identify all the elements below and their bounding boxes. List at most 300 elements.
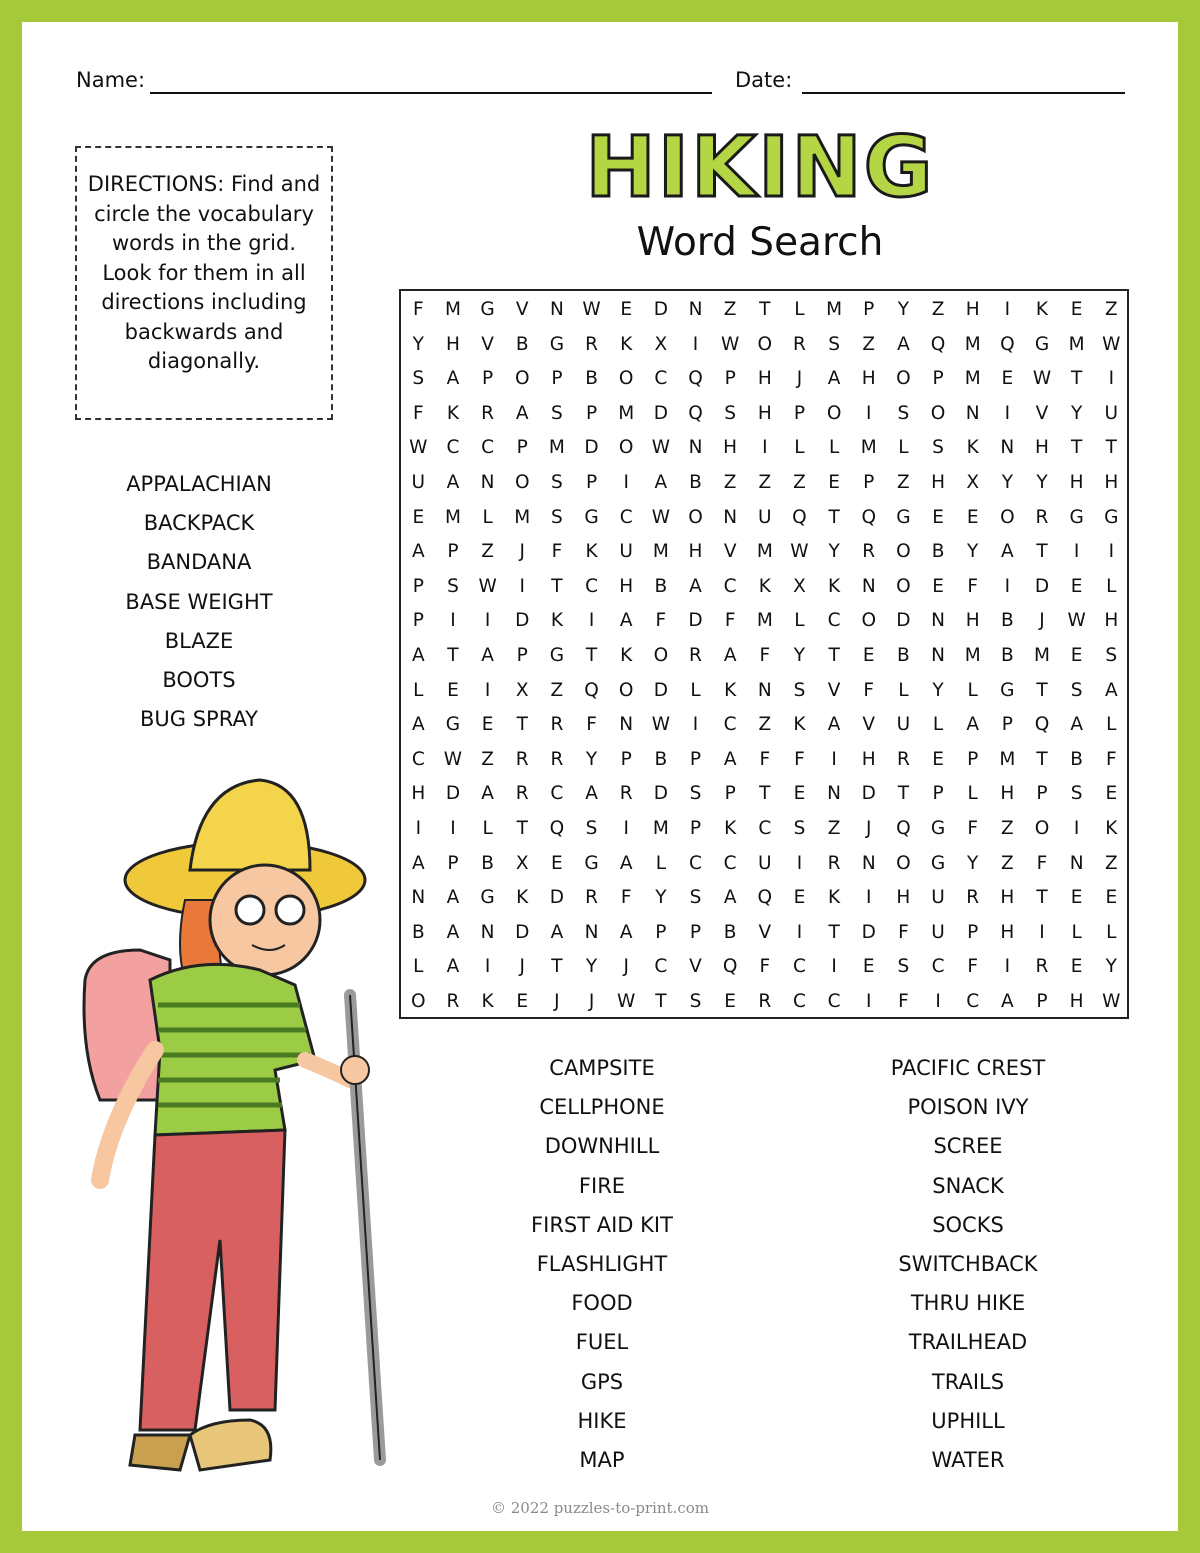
grid-letter[interactable]: F (1036, 852, 1048, 874)
grid-letter[interactable]: T (585, 645, 598, 666)
grid-letter[interactable]: L (794, 299, 805, 320)
grid-letter[interactable]: W (1102, 991, 1121, 1012)
grid-letter[interactable]: A (1104, 679, 1118, 701)
grid-letter[interactable]: R (793, 333, 806, 355)
grid-letter[interactable]: Q (792, 506, 807, 528)
grid-letter[interactable]: O (826, 402, 842, 424)
grid-letter[interactable]: D (861, 921, 876, 943)
grid-letter[interactable]: L (828, 437, 840, 459)
grid-letter[interactable]: I (519, 575, 525, 597)
grid-letter[interactable]: Z (897, 472, 910, 493)
grid-letter[interactable]: I (415, 818, 422, 839)
grid-letter[interactable]: K (620, 333, 633, 355)
grid-letter[interactable]: E (932, 506, 944, 528)
grid-letter[interactable]: E (932, 748, 944, 770)
grid-letter[interactable]: R (758, 991, 772, 1012)
grid-letter[interactable]: V (689, 956, 702, 978)
grid-letter[interactable]: R (585, 887, 598, 909)
grid-letter[interactable]: C (758, 818, 772, 839)
grid-letter[interactable]: K (724, 818, 737, 839)
grid-letter[interactable]: I (796, 921, 803, 943)
grid-letter[interactable]: M (618, 402, 635, 424)
grid-letter[interactable]: B (654, 748, 668, 770)
grid-letter[interactable]: K (516, 887, 529, 909)
grid-letter[interactable]: N (931, 610, 945, 632)
grid-letter[interactable]: G (1000, 679, 1015, 701)
grid-letter[interactable]: P (516, 645, 528, 666)
grid-letter[interactable]: I (1039, 921, 1045, 943)
grid-letter[interactable]: I (866, 887, 872, 909)
grid-letter[interactable]: B (1070, 748, 1083, 770)
grid-letter[interactable]: G (930, 818, 946, 839)
grid-letter[interactable]: J (519, 541, 525, 563)
grid-letter[interactable]: I (831, 956, 837, 978)
grid-letter[interactable]: C (723, 575, 737, 597)
grid-letter[interactable]: F (898, 921, 909, 943)
grid-letter[interactable]: K (585, 541, 598, 563)
grid-letter[interactable]: B (931, 541, 945, 563)
grid-letter[interactable]: P (689, 818, 702, 839)
grid-letter[interactable]: I (484, 956, 491, 978)
grid-letter[interactable]: H (1000, 783, 1015, 805)
grid-letter[interactable]: W (651, 437, 670, 459)
grid-letter[interactable]: M (964, 333, 981, 355)
grid-letter[interactable]: A (723, 645, 737, 666)
grid-letter[interactable]: C (481, 437, 495, 459)
grid-letter[interactable]: E (793, 783, 806, 805)
grid-letter[interactable]: L (1106, 921, 1117, 943)
grid-letter[interactable]: B (689, 472, 702, 493)
grid-letter[interactable]: C (931, 956, 945, 978)
grid-letter[interactable]: W (1102, 333, 1121, 355)
grid-letter[interactable]: H (931, 472, 945, 493)
grid-letter[interactable]: H (411, 783, 426, 805)
grid-letter[interactable]: P (863, 472, 875, 493)
grid-letter[interactable]: I (1108, 368, 1115, 390)
grid-letter[interactable]: T (828, 645, 840, 666)
grid-letter[interactable]: D (584, 437, 599, 459)
grid-letter[interactable]: I (484, 610, 491, 632)
grid-letter[interactable]: K (828, 887, 841, 909)
grid-letter[interactable]: A (689, 575, 702, 597)
grid-letter[interactable]: E (412, 506, 425, 528)
grid-letter[interactable]: W (651, 506, 670, 528)
grid-letter[interactable]: F (967, 818, 979, 839)
grid-letter[interactable]: I (866, 991, 872, 1012)
grid-letter[interactable]: N (480, 472, 495, 493)
grid-letter[interactable]: R (515, 783, 529, 805)
grid-letter[interactable]: P (447, 541, 459, 563)
grid-letter[interactable]: W (478, 575, 497, 597)
grid-letter[interactable]: P (724, 368, 736, 390)
grid-letter[interactable]: V (827, 679, 841, 701)
grid-letter[interactable]: O (757, 333, 773, 355)
grid-letter[interactable]: I (1004, 402, 1011, 424)
grid-letter[interactable]: Q (930, 333, 946, 355)
grid-letter[interactable]: P (1001, 714, 1013, 736)
grid-letter[interactable]: J (866, 818, 872, 839)
grid-letter[interactable]: U (758, 852, 772, 874)
grid-letter[interactable]: X (654, 333, 668, 355)
grid-letter[interactable]: Z (481, 748, 494, 770)
grid-letter[interactable]: L (932, 714, 944, 736)
grid-letter[interactable]: K (620, 645, 633, 666)
grid-letter[interactable]: T (759, 783, 771, 805)
grid-letter[interactable]: R (896, 748, 910, 770)
grid-letter[interactable]: W (409, 437, 428, 459)
grid-letter[interactable]: P (551, 368, 563, 390)
grid-letter[interactable]: X (966, 472, 980, 493)
grid-letter[interactable]: C (585, 575, 598, 597)
grid-letter[interactable]: N (861, 575, 876, 597)
grid-letter[interactable]: H (1069, 472, 1084, 493)
grid-letter[interactable]: L (898, 679, 909, 701)
grid-letter[interactable]: P (1036, 783, 1048, 805)
grid-letter[interactable]: E (1105, 887, 1118, 909)
date-line[interactable] (802, 92, 1125, 94)
grid-letter[interactable]: N (931, 645, 945, 666)
grid-letter[interactable]: P (655, 921, 667, 943)
grid-letter[interactable]: A (1001, 541, 1014, 563)
grid-letter[interactable]: O (861, 610, 877, 632)
grid-letter[interactable]: A (897, 333, 910, 355)
grid-letter[interactable]: A (619, 852, 633, 874)
grid-letter[interactable]: A (827, 714, 841, 736)
grid-letter[interactable]: Y (412, 333, 424, 355)
grid-letter[interactable]: N (757, 679, 772, 701)
grid-letter[interactable]: F (863, 679, 875, 701)
grid-letter[interactable]: P (516, 437, 528, 459)
grid-letter[interactable]: H (1035, 437, 1049, 459)
grid-letter[interactable]: R (862, 541, 876, 563)
grid-letter[interactable]: A (446, 887, 460, 909)
grid-letter[interactable]: R (550, 748, 564, 770)
grid-letter[interactable]: E (1070, 575, 1083, 597)
grid-letter[interactable]: C (966, 991, 980, 1012)
grid-letter[interactable]: W (651, 714, 670, 736)
grid-letter[interactable]: Y (932, 679, 944, 701)
grid-letter[interactable]: Y (967, 541, 979, 563)
grid-letter[interactable]: C (723, 714, 737, 736)
grid-letter[interactable]: H (861, 368, 876, 390)
grid-letter[interactable]: S (724, 402, 737, 424)
grid-letter[interactable]: Z (758, 472, 772, 493)
grid-letter[interactable]: P (1036, 991, 1048, 1012)
grid-letter[interactable]: M (652, 818, 669, 839)
grid-letter[interactable]: C (411, 748, 425, 770)
grid-letter[interactable]: P (967, 921, 979, 943)
grid-letter[interactable]: I (450, 610, 456, 632)
grid-letter[interactable]: B (481, 852, 494, 874)
grid-letter[interactable]: M (826, 299, 843, 320)
grid-letter[interactable]: T (897, 783, 910, 805)
grid-letter[interactable]: I (1073, 541, 1080, 563)
grid-letter[interactable]: A (446, 368, 460, 390)
grid-letter[interactable]: L (690, 679, 701, 701)
grid-letter[interactable]: E (1070, 645, 1083, 666)
grid-letter[interactable]: A (411, 852, 425, 874)
grid-letter[interactable]: S (551, 472, 563, 493)
grid-letter[interactable]: E (447, 679, 459, 701)
grid-letter[interactable]: E (862, 645, 875, 666)
grid-letter[interactable]: L (898, 437, 909, 459)
grid-letter[interactable]: P (412, 610, 424, 632)
grid-letter[interactable]: F (794, 748, 805, 770)
grid-letter[interactable]: W (617, 991, 636, 1012)
grid-letter[interactable]: W (790, 541, 809, 563)
grid-letter[interactable]: V (481, 333, 494, 355)
grid-letter[interactable]: N (619, 714, 634, 736)
grid-letter[interactable]: S (689, 887, 702, 909)
grid-letter[interactable]: U (931, 921, 945, 943)
grid-letter[interactable]: F (759, 956, 771, 978)
grid-letter[interactable]: M (860, 437, 877, 459)
grid-letter[interactable]: U (619, 541, 633, 563)
grid-letter[interactable]: L (967, 783, 978, 805)
grid-letter[interactable]: N (688, 437, 703, 459)
grid-letter[interactable]: I (692, 333, 699, 355)
grid-letter[interactable]: S (551, 402, 563, 424)
grid-letter[interactable]: F (967, 575, 979, 597)
grid-letter[interactable]: R (446, 991, 460, 1012)
grid-letter[interactable]: J (623, 956, 629, 978)
grid-letter[interactable]: N (827, 783, 842, 805)
grid-letter[interactable]: A (481, 645, 494, 666)
grid-letter[interactable]: V (758, 921, 772, 943)
grid-letter[interactable]: H (688, 541, 703, 563)
grid-letter[interactable]: L (655, 852, 666, 874)
grid-letter[interactable]: H (757, 402, 772, 424)
grid-letter[interactable]: P (482, 368, 494, 390)
grid-letter[interactable]: C (723, 852, 737, 874)
grid-letter[interactable]: J (1039, 610, 1045, 632)
grid-letter[interactable]: E (932, 575, 944, 597)
grid-letter[interactable]: F (898, 991, 909, 1012)
grid-letter[interactable]: A (481, 783, 494, 805)
grid-letter[interactable]: N (965, 402, 980, 424)
grid-letter[interactable]: D (549, 887, 565, 909)
grid-letter[interactable]: I (831, 748, 837, 770)
grid-letter[interactable]: U (931, 887, 945, 909)
grid-letter[interactable]: A (585, 783, 598, 805)
grid-letter[interactable]: J (519, 956, 525, 978)
grid-letter[interactable]: D (515, 921, 530, 943)
grid-letter[interactable]: O (618, 437, 634, 459)
grid-letter[interactable]: T (1036, 748, 1048, 770)
grid-letter[interactable]: Z (793, 472, 806, 493)
grid-letter[interactable]: H (896, 887, 911, 909)
grid-letter[interactable]: Y (828, 541, 840, 563)
grid-letter[interactable]: C (446, 437, 460, 459)
grid-letter[interactable]: Y (1105, 956, 1117, 978)
grid-letter[interactable]: T (1105, 437, 1117, 459)
grid-letter[interactable]: Q (896, 818, 911, 839)
grid-letter[interactable]: M (514, 506, 531, 528)
grid-letter[interactable]: H (1000, 921, 1015, 943)
grid-letter[interactable]: O (1000, 506, 1015, 528)
grid-letter[interactable]: M (1034, 645, 1050, 666)
name-line[interactable] (150, 92, 712, 94)
grid-letter[interactable]: C (827, 610, 841, 632)
grid-letter[interactable]: R (515, 748, 529, 770)
grid-letter[interactable]: F (1105, 748, 1117, 770)
grid-letter[interactable]: G (896, 506, 911, 528)
grid-letter[interactable]: Q (1034, 714, 1050, 736)
grid-letter[interactable]: V (1035, 402, 1049, 424)
grid-letter[interactable]: T (828, 921, 840, 943)
grid-letter[interactable]: K (446, 402, 459, 424)
grid-letter[interactable]: S (1070, 783, 1083, 805)
grid-letter[interactable]: A (446, 921, 460, 943)
grid-letter[interactable]: I (935, 991, 941, 1012)
grid-letter[interactable]: C (792, 991, 806, 1012)
grid-letter[interactable]: W (582, 299, 601, 320)
grid-letter[interactable]: A (411, 714, 425, 736)
grid-letter[interactable]: F (759, 748, 771, 770)
grid-letter[interactable]: I (623, 472, 629, 493)
grid-letter[interactable]: E (966, 506, 979, 528)
grid-letter[interactable]: I (588, 610, 595, 632)
grid-letter[interactable]: I (1004, 956, 1011, 978)
grid-letter[interactable]: K (1105, 818, 1118, 839)
grid-letter[interactable]: G (549, 333, 565, 355)
grid-letter[interactable]: S (1070, 679, 1083, 701)
grid-letter[interactable]: E (1001, 368, 1014, 390)
grid-letter[interactable]: B (585, 368, 598, 390)
grid-letter[interactable]: L (1106, 714, 1117, 736)
grid-letter[interactable]: B (1000, 645, 1014, 666)
grid-letter[interactable]: G (445, 714, 461, 736)
grid-letter[interactable]: T (551, 575, 563, 597)
grid-letter[interactable]: U (896, 714, 911, 736)
grid-letter[interactable]: H (1000, 887, 1015, 909)
grid-letter[interactable]: S (585, 818, 598, 839)
grid-letter[interactable]: M (964, 645, 981, 666)
grid-letter[interactable]: R (827, 852, 841, 874)
grid-letter[interactable]: T (551, 956, 563, 978)
grid-letter[interactable]: S (1105, 645, 1118, 666)
grid-letter[interactable]: Z (1001, 818, 1014, 839)
grid-letter[interactable]: B (1000, 610, 1014, 632)
grid-letter[interactable]: S (897, 956, 910, 978)
grid-letter[interactable]: N (1069, 852, 1084, 874)
grid-letter[interactable]: Y (897, 299, 910, 320)
grid-letter[interactable]: O (411, 991, 426, 1012)
grid-letter[interactable]: T (447, 645, 459, 666)
grid-letter[interactable]: P (585, 472, 598, 493)
grid-letter[interactable]: I (762, 437, 768, 459)
grid-letter[interactable]: T (759, 299, 771, 320)
grid-letter[interactable]: H (445, 333, 460, 355)
grid-letter[interactable]: K (724, 679, 737, 701)
grid-letter[interactable]: N (688, 299, 703, 320)
grid-letter[interactable]: L (967, 679, 978, 701)
grid-letter[interactable]: N (861, 852, 876, 874)
grid-letter[interactable]: P (967, 748, 979, 770)
grid-letter[interactable]: A (446, 956, 460, 978)
grid-letter[interactable]: A (446, 472, 460, 493)
grid-letter[interactable]: A (827, 368, 841, 390)
grid-letter[interactable]: D (653, 783, 668, 805)
grid-letter[interactable]: I (1073, 818, 1080, 839)
grid-letter[interactable]: U (411, 472, 426, 493)
grid-letter[interactable]: R (585, 333, 598, 355)
grid-letter[interactable]: I (484, 679, 491, 701)
grid-letter[interactable]: S (447, 575, 459, 597)
grid-letter[interactable]: M (548, 437, 565, 459)
grid-letter[interactable]: C (619, 506, 633, 528)
grid-letter[interactable]: A (411, 541, 425, 563)
grid-letter[interactable]: H (965, 299, 980, 320)
grid-letter[interactable]: O (653, 645, 669, 666)
grid-letter[interactable]: D (688, 610, 703, 632)
grid-letter[interactable]: T (1070, 437, 1083, 459)
grid-letter[interactable]: A (1001, 991, 1014, 1012)
grid-letter[interactable]: Q (757, 887, 773, 909)
grid-letter[interactable]: S (551, 506, 563, 528)
grid-letter[interactable]: T (655, 991, 667, 1012)
grid-letter[interactable]: Q (722, 956, 738, 978)
grid-letter[interactable]: A (723, 887, 737, 909)
grid-letter[interactable]: O (896, 575, 911, 597)
grid-letter[interactable]: K (758, 575, 771, 597)
grid-letter[interactable]: B (897, 645, 910, 666)
grid-letter[interactable]: E (1070, 887, 1083, 909)
grid-letter[interactable]: I (1004, 575, 1011, 597)
grid-letter[interactable]: C (792, 956, 806, 978)
grid-letter[interactable]: E (481, 714, 494, 736)
grid-letter[interactable]: R (550, 714, 564, 736)
grid-letter[interactable]: Z (827, 818, 841, 839)
grid-letter[interactable]: D (653, 679, 668, 701)
grid-letter[interactable]: K (550, 610, 563, 632)
grid-letter[interactable]: Q (688, 368, 703, 390)
grid-letter[interactable]: E (620, 299, 633, 320)
grid-letter[interactable]: N (411, 887, 426, 909)
grid-letter[interactable]: T (516, 818, 528, 839)
grid-letter[interactable]: H (723, 437, 738, 459)
grid-letter[interactable]: Z (1104, 852, 1118, 874)
grid-letter[interactable]: W (720, 333, 740, 355)
grid-letter[interactable]: O (514, 368, 530, 390)
grid-letter[interactable]: F (724, 610, 736, 632)
grid-letter[interactable]: P (793, 402, 806, 424)
grid-letter[interactable]: E (1070, 956, 1083, 978)
grid-letter[interactable]: R (966, 887, 980, 909)
grid-letter[interactable]: Y (1001, 472, 1013, 493)
grid-letter[interactable]: Z (1104, 299, 1118, 320)
grid-letter[interactable]: B (654, 575, 668, 597)
grid-letter[interactable]: X (793, 575, 806, 597)
grid-letter[interactable]: L (413, 956, 424, 978)
grid-letter[interactable]: K (1035, 299, 1049, 320)
grid-letter[interactable]: N (549, 299, 564, 320)
grid-letter[interactable]: O (896, 852, 911, 874)
grid-letter[interactable]: O (688, 506, 703, 528)
grid-letter[interactable]: K (966, 437, 979, 459)
grid-letter[interactable]: O (514, 472, 530, 493)
grid-letter[interactable]: E (793, 887, 806, 909)
grid-letter[interactable]: K (828, 575, 841, 597)
grid-letter[interactable]: P (689, 748, 702, 770)
grid-letter[interactable]: P (932, 783, 944, 805)
grid-letter[interactable]: L (794, 610, 805, 632)
grid-letter[interactable]: G (1104, 506, 1119, 528)
grid-letter[interactable]: I (1004, 299, 1011, 320)
grid-letter[interactable]: A (411, 645, 425, 666)
grid-letter[interactable]: H (1104, 472, 1119, 493)
grid-letter[interactable]: Q (584, 679, 599, 701)
